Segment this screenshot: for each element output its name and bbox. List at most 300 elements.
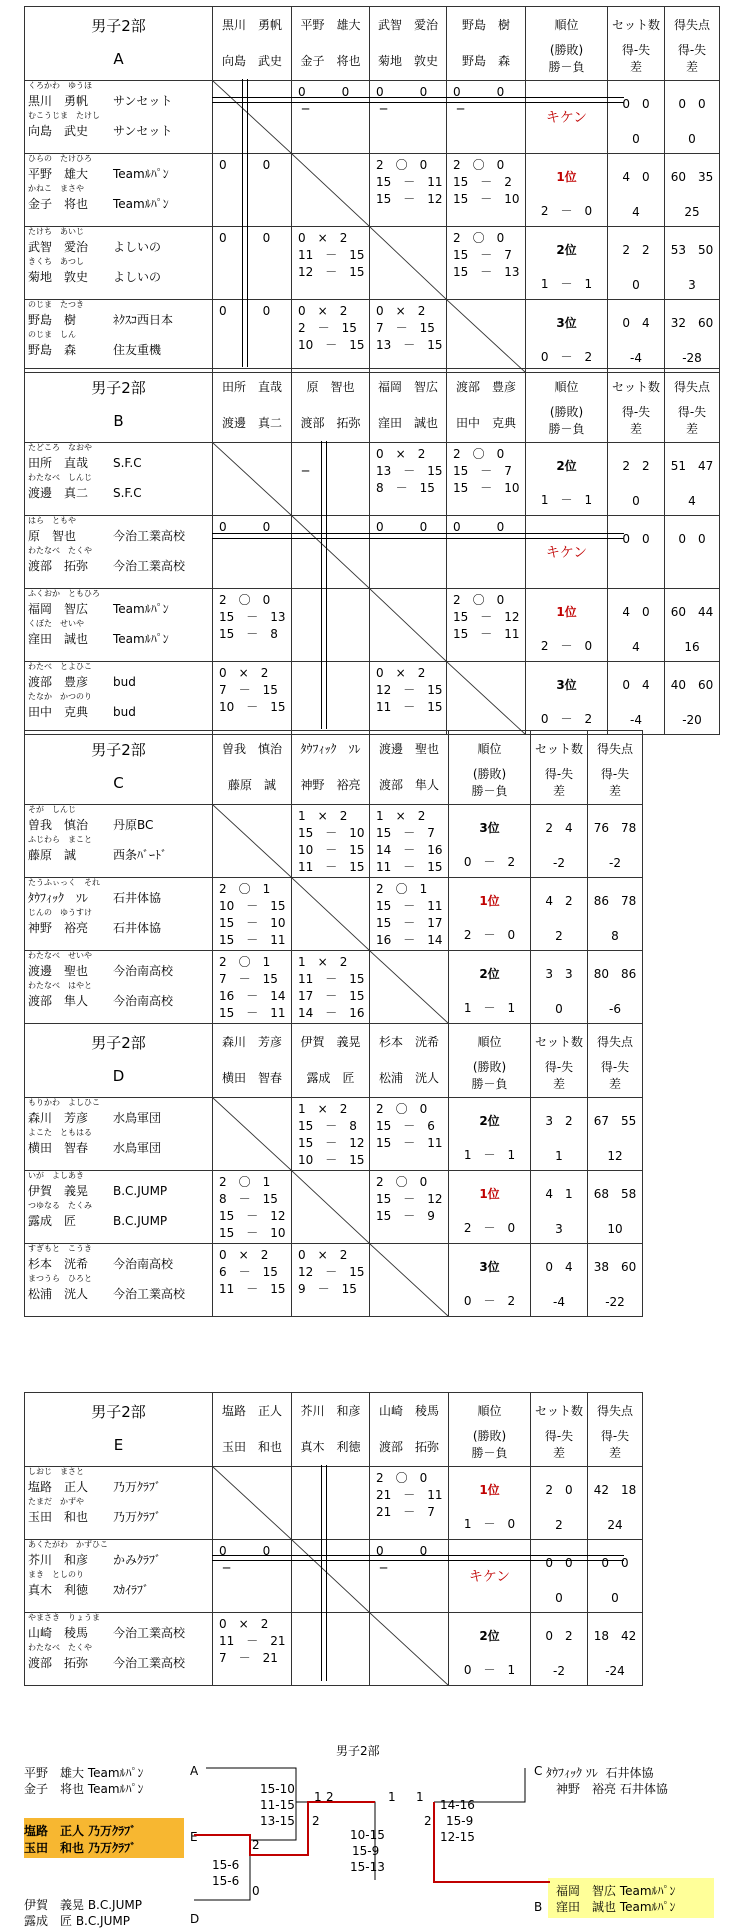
points-diff: 24 — [607, 1518, 623, 1532]
game-score: 13 － 15 — [376, 338, 443, 352]
match-result: 0 0 — [453, 520, 505, 534]
game-score: 15 － 11 — [376, 1136, 443, 1150]
column-header-pair — [213, 1024, 292, 1098]
win-loss: 0 － 2 — [463, 1294, 516, 1308]
player-1-name: 塩路 正人 — [28, 1480, 89, 1494]
sets-cell — [608, 300, 665, 373]
match-cell — [370, 805, 449, 878]
self-cell — [292, 1171, 370, 1244]
column-player-2: 野島 森 — [461, 54, 510, 68]
points-diff-label: 差 — [685, 60, 698, 74]
match-cell — [370, 1540, 449, 1613]
diagonal-slash — [370, 589, 446, 661]
match-result: 0 0 — [219, 1544, 271, 1558]
player-1-club: 水鳥軍団 — [113, 1111, 162, 1125]
score-num-4: 0 — [252, 1884, 260, 1898]
sets-diff: 0 — [555, 1002, 563, 1016]
column-player-2: 渡邊 真二 — [221, 416, 282, 430]
match-cell — [292, 300, 370, 373]
sets-won-lost: 4 0 — [622, 605, 650, 619]
column-player-1: 野島 樹 — [461, 18, 510, 32]
player-1-club: S.F.C — [113, 456, 142, 470]
points-diff: -28 — [682, 351, 702, 365]
match-result: 2 〇 1 — [219, 955, 271, 969]
sets-won-lost: 0 2 — [545, 1629, 573, 1643]
win-loss: 2 － 0 — [540, 204, 593, 218]
player-1-name: 伊賀 義晃 — [28, 1184, 89, 1198]
game-score: ─ — [219, 1561, 231, 1575]
player-pair-cell — [25, 81, 213, 154]
sets-diff: 2 — [555, 1518, 563, 1532]
bracket-left-1b: 金子 将也 Teamﾙﾊﾟﾝ — [24, 1782, 144, 1796]
points-diff: -22 — [605, 1295, 625, 1309]
player-1-club: bud — [113, 675, 136, 689]
bracket-right-1a: ﾀｳﾌｨｯｸ ｿﾚ 石井体協 — [546, 1766, 654, 1780]
column-player-1: 森川 芳彦 — [221, 1035, 282, 1049]
points-label: 得失点 — [596, 742, 633, 756]
match-cell — [370, 662, 447, 735]
bracket-right-2b: 窪田 誠也 Teamﾙﾊﾟﾝ — [556, 1900, 676, 1914]
points-cell — [588, 1098, 643, 1171]
player-1-reading: たけち あいじ — [28, 227, 84, 236]
player-1-name: 原 智也 — [28, 529, 77, 543]
player-1-club: ﾈｸｽｺ西日本 — [113, 313, 174, 327]
player-1-name: 渡部 豊彦 — [28, 675, 89, 689]
sets-won-lost: 0 0 — [622, 532, 650, 546]
points-diff: 16 — [684, 640, 700, 654]
column-header-pair — [292, 1024, 370, 1098]
match-result — [292, 592, 369, 609]
diagonal-slash — [213, 1467, 291, 1539]
points-for-against: 40 60 — [670, 678, 714, 692]
player-pair-cell — [25, 589, 213, 662]
match-result: 2 〇 1 — [219, 882, 271, 896]
player-2-club: 西条ﾊﾞｰﾄﾞ — [113, 848, 168, 862]
win-loss: 1 － 1 — [463, 1001, 516, 1015]
winloss-label: 勝－負 — [548, 60, 585, 74]
sets-cell — [531, 1244, 588, 1317]
column-player-1: 原 智也 — [306, 380, 355, 394]
sets-diff-label: 差 — [552, 1077, 565, 1091]
column-player-2: 露成 匠 — [306, 1071, 355, 1085]
column-header-pair — [213, 731, 292, 805]
match-result: 1 × 2 — [298, 955, 348, 969]
group-title-cell — [25, 1393, 213, 1467]
points-diff-label: 差 — [608, 1077, 621, 1091]
points-diff: 0 — [611, 1591, 619, 1605]
column-player-2: 菊地 敦史 — [377, 54, 438, 68]
match-cell — [370, 443, 447, 516]
game-score: 15 － 10 — [219, 916, 286, 930]
match-cell — [447, 154, 526, 227]
rank-cell — [526, 662, 608, 735]
game-score: 15 － 9 — [376, 1209, 435, 1223]
game-score: 15 － 12 — [453, 610, 520, 624]
rank-cell — [449, 1244, 531, 1317]
sets-cell — [531, 951, 588, 1024]
match-result — [292, 1616, 369, 1633]
player-2-reading: たまだ かずや — [28, 1497, 84, 1506]
player-1-name: 杉本 洸希 — [28, 1257, 89, 1271]
sets-diff: 1 — [555, 1149, 563, 1163]
match-cell — [292, 951, 370, 1024]
player-1-reading: はら ともや — [28, 516, 76, 525]
sets-won-lost: 0 0 — [545, 1556, 573, 1570]
player-2-reading: よこた ともはる — [28, 1128, 92, 1137]
player-pair-cell — [25, 1244, 213, 1317]
column-header-pair — [447, 7, 526, 81]
match-cell — [213, 300, 292, 373]
match-result: 2 〇 0 — [376, 1471, 428, 1485]
points-diff: -6 — [609, 1002, 621, 1016]
match-cell — [447, 589, 526, 662]
rank-value: 3位 — [479, 1260, 500, 1274]
diagonal-slash — [292, 878, 369, 950]
group-letter: D — [112, 1067, 125, 1085]
sets-cell — [608, 516, 665, 589]
sets-label: セット数 — [611, 380, 660, 394]
sets-diff-label: 差 — [552, 784, 565, 798]
division-label: 男子2部 — [91, 1034, 146, 1052]
player-2-row — [25, 1507, 212, 1527]
self-cell — [370, 1244, 449, 1317]
player-2-reading: わたなべ しんじ — [28, 473, 92, 482]
player-1-reading: わたなべ せいや — [28, 951, 92, 960]
score-ae-1: 15-10 — [260, 1782, 295, 1796]
player-2-name: 野島 森 — [28, 343, 77, 357]
diagonal-slash — [213, 1098, 291, 1170]
win-loss: 0 － 1 — [463, 1663, 516, 1677]
win-loss: 2 － 0 — [463, 1221, 516, 1235]
player-1-row — [25, 1254, 212, 1274]
player-2-name: 窪田 誠也 — [28, 632, 89, 646]
score-final-3: 15-13 — [350, 1860, 385, 1874]
diagonal-slash — [447, 662, 525, 734]
rank-header — [449, 1024, 531, 1098]
withdrawn-label: キケン — [468, 1569, 511, 1585]
player-2-name: 向島 武史 — [28, 124, 89, 138]
game-score: 15 － 6 — [376, 1119, 435, 1133]
points-cell — [665, 516, 720, 589]
sets-diff: -2 — [553, 856, 565, 870]
rank-sub-label: (勝敗) — [472, 1060, 507, 1074]
diagonal-slash — [213, 443, 291, 515]
bracket-left-1a: 平野 雄大 Teamﾙﾊﾟﾝ — [24, 1766, 144, 1780]
sets-cell — [608, 662, 665, 735]
player-pair-cell — [25, 227, 213, 300]
player-2-row — [25, 1138, 212, 1158]
score-ae-3: 13-15 — [260, 1814, 295, 1828]
rank-cell — [449, 1540, 531, 1613]
points-label: 得失点 — [673, 380, 710, 394]
withdrawal-strike-line — [321, 441, 327, 729]
game-score: 15 － 7 — [453, 464, 512, 478]
match-result — [292, 446, 369, 463]
division-label: 男子2部 — [91, 17, 146, 35]
self-cell — [292, 516, 370, 589]
rank-header — [449, 731, 531, 805]
points-cell — [588, 1540, 643, 1613]
match-cell — [370, 516, 447, 589]
score-num-5: 2 — [252, 1838, 260, 1852]
self-cell — [292, 878, 370, 951]
rank-sub-label: (勝敗) — [472, 1429, 507, 1443]
points-diff: 10 — [607, 1222, 623, 1236]
player-2-name: 横田 智春 — [28, 1141, 89, 1155]
player-1-club: サンセット — [113, 94, 173, 108]
winloss-label: 勝－負 — [548, 422, 585, 436]
points-diff-label: 差 — [608, 784, 621, 798]
player-1-row — [25, 1477, 212, 1497]
points-sub-label: 得-失 — [677, 405, 707, 419]
player-2-row — [25, 1284, 212, 1304]
game-score: 15 － 12 — [298, 1136, 365, 1150]
withdrawal-strike-line — [212, 1555, 624, 1561]
column-player-2: 藤原 誠 — [227, 778, 276, 792]
points-for-against: 38 60 — [593, 1260, 637, 1274]
player-2-reading: まき としのり — [28, 1570, 84, 1579]
player-pair-cell — [25, 1613, 213, 1686]
player-2-club: 今治工業高校 — [113, 1287, 186, 1301]
player-1-row — [25, 1181, 212, 1201]
sets-sub-label: 得-失 — [544, 767, 574, 781]
player-2-club: 乃万ｸﾗﾌﾞ — [113, 1510, 162, 1524]
player-1-club: 今治南高校 — [113, 1257, 174, 1271]
points-cell — [665, 662, 720, 735]
sets-diff-label: 差 — [629, 60, 642, 74]
player-2-row — [25, 1580, 212, 1600]
points-cell — [665, 154, 720, 227]
diagonal-slash — [292, 154, 369, 226]
player-2-reading: むこうじま たけし — [28, 111, 100, 120]
game-score: 15 － 10 — [453, 192, 520, 206]
sets-cell — [608, 227, 665, 300]
player-1-name: ﾀｳﾌｨｯｸ ｿﾚ — [28, 891, 89, 905]
player-1-reading: ひらの たけひろ — [28, 154, 92, 163]
sets-cell — [531, 1613, 588, 1686]
points-for-against: 53 50 — [670, 243, 714, 257]
game-score: 12 － 15 — [298, 1265, 365, 1279]
points-cell — [588, 878, 643, 951]
win-loss: 2 － 0 — [540, 639, 593, 653]
sets-diff: 0 — [555, 1591, 563, 1605]
sets-header — [531, 1393, 588, 1467]
sets-sub-label: 得-失 — [544, 1060, 574, 1074]
match-cell — [213, 662, 292, 735]
player-1-row — [25, 91, 212, 111]
player-pair-cell — [25, 951, 213, 1024]
match-cell — [447, 81, 526, 154]
win-loss: 1 － 0 — [463, 1517, 516, 1531]
game-score: 15 － 11 — [376, 175, 443, 189]
match-result: 0 × 2 — [298, 231, 348, 245]
match-result: 0 × 2 — [219, 1248, 269, 1262]
player-1-reading: やまさき りょうま — [28, 1613, 100, 1622]
score-num-1: 1 — [314, 1790, 322, 1804]
withdrawn-label: キケン — [545, 110, 588, 126]
self-cell — [213, 443, 292, 516]
column-player-1: ﾀｳﾌｨｯｸ ｿﾚ — [300, 742, 361, 756]
match-result: 0 0 — [219, 158, 271, 172]
game-score: 7 － 21 — [219, 1651, 278, 1665]
column-header-pair — [370, 369, 447, 443]
score-ed-2: 15-6 — [212, 1874, 240, 1888]
match-result: 1 × 2 — [298, 1102, 348, 1116]
division-label: 男子2部 — [91, 379, 146, 397]
column-player-1: 平野 雄大 — [300, 18, 361, 32]
player-1-reading: くろかわ ゆうほ — [28, 81, 92, 90]
match-cell — [292, 1098, 370, 1171]
game-score: 15 － 13 — [219, 610, 286, 624]
match-cell — [447, 516, 526, 589]
points-for-against: 60 44 — [670, 605, 714, 619]
column-header-pair — [213, 7, 292, 81]
player-1-row — [25, 526, 212, 546]
game-score: 7 － 15 — [219, 683, 278, 697]
match-cell — [292, 1613, 370, 1686]
player-pair-cell — [25, 1467, 213, 1540]
diagonal-slash — [292, 1171, 369, 1243]
points-cell — [588, 1244, 643, 1317]
column-player-1: 渡邊 聖也 — [378, 742, 439, 756]
bracket-left-2-seed: E — [190, 1830, 198, 1844]
game-score: ─ — [376, 1561, 388, 1575]
match-result: 0 × 2 — [376, 666, 426, 680]
column-header-pair — [213, 1393, 292, 1467]
rank-cell — [449, 805, 531, 878]
game-score: 11 － 21 — [219, 1634, 286, 1648]
match-result: 1 × 2 — [376, 809, 426, 823]
column-header-pair — [292, 369, 370, 443]
column-player-2: 松浦 洸人 — [378, 1071, 439, 1085]
player-2-reading: つゆなる たくみ — [28, 1201, 92, 1210]
points-for-against: 32 60 — [670, 316, 714, 330]
points-for-against: 60 35 — [670, 170, 714, 184]
points-cell — [665, 300, 720, 373]
player-2-club: 住友重機 — [113, 343, 162, 357]
player-2-row — [25, 702, 212, 722]
player-1-name: 福岡 智広 — [28, 602, 89, 616]
score-final-2: 15-9 — [352, 1844, 380, 1858]
game-score: 10 － 15 — [298, 843, 365, 857]
rank-cell — [526, 443, 608, 516]
match-result: 0 × 2 — [376, 304, 426, 318]
rank-value: 2位 — [479, 1629, 500, 1643]
player-1-club: Teamﾙﾊﾟﾝ — [113, 602, 169, 616]
sets-won-lost: 2 2 — [622, 459, 650, 473]
match-result: 0 × 2 — [298, 1248, 348, 1262]
league-table-C — [24, 730, 643, 1024]
sets-won-lost: 3 3 — [545, 967, 573, 981]
points-cell — [665, 589, 720, 662]
game-score: 11 － 15 — [298, 860, 365, 874]
withdrawal-strike-line — [212, 97, 624, 103]
game-score: 8 － 15 — [219, 1192, 278, 1206]
player-2-reading: のじま しん — [28, 330, 76, 339]
points-for-against: 86 78 — [593, 894, 637, 908]
match-cell — [292, 227, 370, 300]
game-score: ─ — [376, 102, 388, 116]
rank-cell — [526, 300, 608, 373]
game-score: ─ — [298, 102, 310, 116]
winloss-label: 勝－負 — [471, 1446, 508, 1460]
match-cell — [292, 81, 370, 154]
rank-value: 2位 — [556, 459, 577, 473]
match-result: 2 〇 0 — [376, 1175, 428, 1189]
bracket-left-3-seed: D — [190, 1912, 200, 1926]
group-title-cell — [25, 369, 213, 443]
match-result — [292, 1470, 369, 1487]
self-cell — [370, 1613, 449, 1686]
column-player-1: 田所 直哉 — [221, 380, 282, 394]
player-1-reading: たうふぃっく それ — [28, 878, 100, 887]
points-cell — [588, 1467, 643, 1540]
player-1-row — [25, 237, 212, 257]
player-1-reading: そが しんじ — [28, 805, 76, 814]
rank-cell — [449, 1467, 531, 1540]
points-diff: 25 — [684, 205, 700, 219]
match-result: 2 〇 0 — [453, 158, 505, 172]
player-pair-cell — [25, 662, 213, 735]
sets-won-lost: 4 1 — [545, 1187, 573, 1201]
diagonal-slash — [370, 227, 446, 299]
points-cell — [665, 81, 720, 154]
rank-value: 3位 — [556, 678, 577, 692]
game-score: 14 － 16 — [376, 843, 443, 857]
player-pair-cell — [25, 516, 213, 589]
withdrawal-strike-line — [321, 1465, 327, 1681]
self-cell — [370, 951, 449, 1024]
player-2-club: S.F.C — [113, 486, 142, 500]
bracket-right-2a: 福岡 智広 Teamﾙﾊﾟﾝ — [556, 1884, 676, 1898]
sets-won-lost: 2 2 — [622, 243, 650, 257]
points-for-against: 51 47 — [670, 459, 714, 473]
match-result: 1 × 2 — [298, 809, 348, 823]
game-score: 16 － 14 — [219, 989, 286, 1003]
rank-label: 順位 — [554, 380, 579, 394]
rank-value: 1位 — [479, 894, 500, 908]
bracket-left-2b: 玉田 和也 乃万ｸﾗﾌﾞ — [24, 1841, 137, 1855]
points-sub-label: 得-失 — [600, 1429, 630, 1443]
points-header — [665, 7, 720, 81]
match-result: 0 × 2 — [219, 666, 269, 680]
match-cell — [213, 516, 292, 589]
match-cell — [292, 589, 370, 662]
column-player-1: 武智 愛治 — [377, 18, 438, 32]
division-label: 男子2部 — [91, 741, 146, 759]
game-score: 17 － 15 — [298, 989, 365, 1003]
player-2-row — [25, 340, 212, 360]
sets-won-lost: 2 0 — [545, 1483, 573, 1497]
player-2-name: 藤原 誠 — [28, 848, 77, 862]
player-2-name: 露成 匠 — [28, 1214, 77, 1228]
points-diff: 8 — [611, 929, 619, 943]
match-cell — [370, 300, 447, 373]
player-2-name: 松浦 洸人 — [28, 1287, 89, 1301]
rank-label: 順位 — [477, 1035, 502, 1049]
sets-diff: 3 — [555, 1222, 563, 1236]
game-score: 15 － 7 — [376, 826, 435, 840]
game-score: 10 － 15 — [219, 700, 286, 714]
column-header-pair — [292, 1393, 370, 1467]
sets-cell — [608, 443, 665, 516]
group-title-cell — [25, 1024, 213, 1098]
game-score: 2 － 15 — [298, 321, 357, 335]
column-header-pair — [370, 1024, 449, 1098]
player-1-club: かみｸﾗﾌﾞ — [113, 1553, 162, 1567]
player-2-name: 渡部 拓弥 — [28, 1656, 89, 1670]
winloss-label: 勝－負 — [471, 1077, 508, 1091]
